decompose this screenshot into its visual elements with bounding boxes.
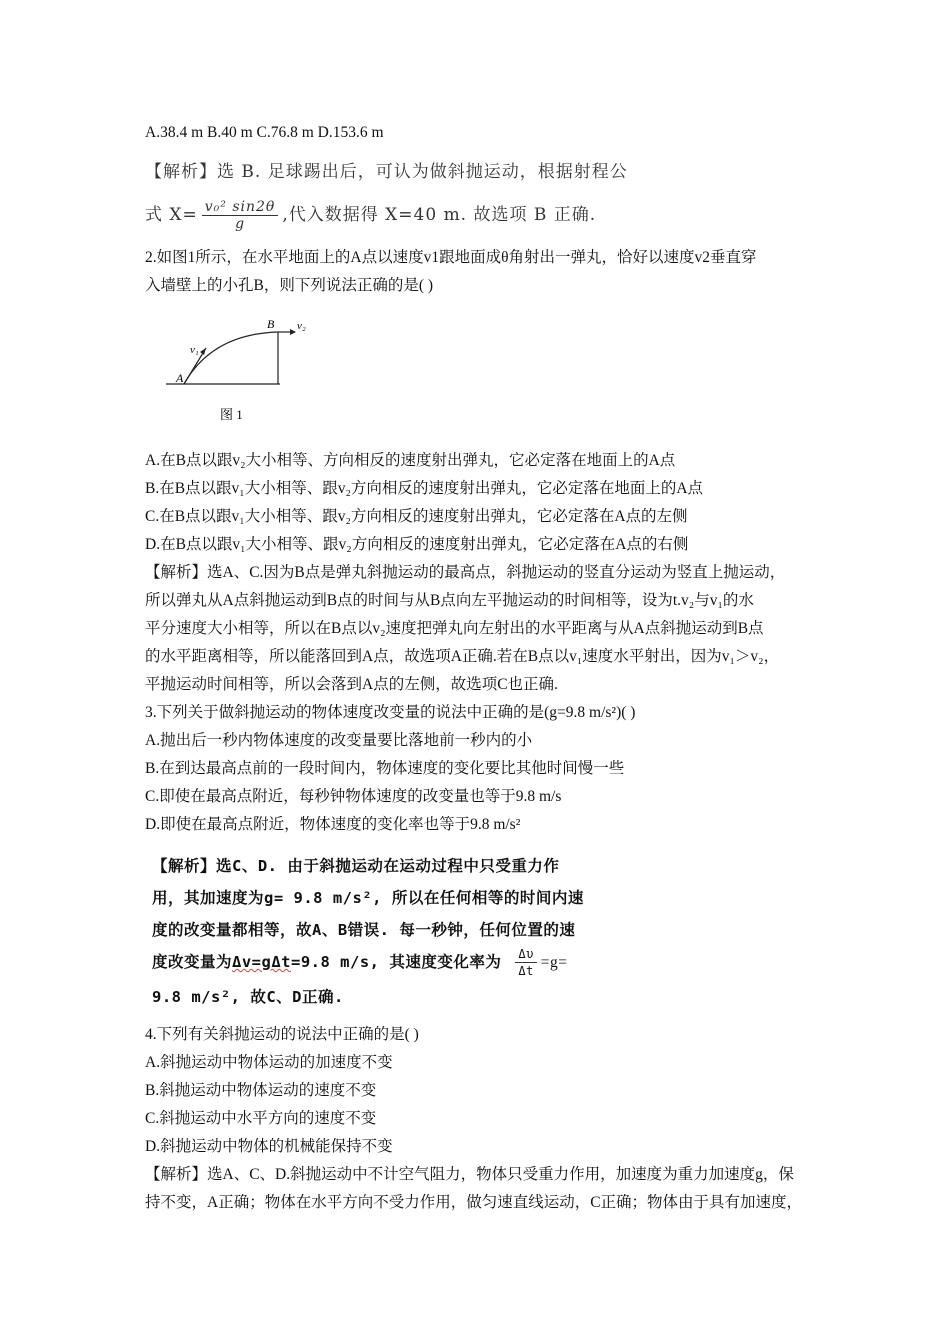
q2-analysis-line4: 的水平距离相等，所以能落回到A点，故选项A正确.若在B点以v₁速度水平射出，因为v₁＞v₂， [145, 648, 780, 665]
q3-analysis-line5: 9.8 m/s², 故C、D正确. [152, 988, 344, 1006]
line4-prefix: 度改变量为 [152, 953, 233, 971]
formula-numerator: v₀² sin2θ [202, 199, 279, 216]
q2-option-b: B.在B点以跟v₁大小相等、跟v₂方向相反的速度射出弹丸，它必定落在地面上的A点 [145, 480, 704, 497]
q3-analysis-line1: 【解析】选C、D. 由于斜抛运动在运动过程中只受重力作 [152, 857, 560, 875]
q3-option-d: D.即使在最高点附近，物体速度的变化率也等于9.8 m/s² [145, 816, 521, 833]
label-v1: v₁ [190, 344, 199, 356]
q2-option-d: D.在B点以跟v₁大小相等、跟v₂方向相反的速度射出弹丸，它必定落在A点的右侧 [145, 536, 689, 553]
q2-stem-line1: 2.如图1所示，在水平地面上的A点以速度v1跟地面成θ角射出一弹丸，恰好以速度v2垂直穿 [145, 249, 757, 266]
rate-denominator: Δt [518, 964, 534, 978]
delta-v-formula: Δv=gΔt [232, 953, 292, 971]
q1-analysis-line2 [145, 198, 596, 232]
q4-option-b: B.斜抛运动中物体运动的速度不变 [145, 1082, 377, 1099]
rate-fraction [515, 946, 536, 979]
line4-middle: =9.8 m/s, 其速度变化率为 [291, 953, 502, 971]
trajectory-curve [184, 332, 278, 384]
q1-options: A.38.4 m B.40 m C.76.8 m D.153.6 m [145, 124, 384, 141]
q3-analysis-line2: 用，其加速度为g= 9.8 m/s², 所以在任何相等的时间内速 [152, 889, 584, 907]
q4-analysis-line2: 持不变，A正确；物体在水平方向不受力作用，做匀速直线运动，C正确；物体由于具有加速度， [145, 1194, 803, 1211]
q3-option-c: C.即使在最高点附近，每秒钟物体速度的改变量也等于9.8 m/s [145, 788, 562, 805]
q2-stem-line2: 入墙壁上的小孔B，则下列说法正确的是( ) [145, 277, 434, 294]
range-formula-fraction [202, 199, 279, 232]
q2-option-c: C.在B点以跟v₁大小相等、跟v₂方向相反的速度射出弹丸，它必定落在A点的左侧 [145, 508, 688, 525]
q3-stem: 3.下列关于做斜抛运动的物体速度改变量的说法中正确的是(g=9.8 m/s²)( ) [145, 704, 636, 721]
figure-caption: 图 1 [220, 407, 243, 422]
rate-numerator: Δυ [515, 946, 536, 963]
label-B: B [267, 317, 275, 331]
formula-suffix: ,代入数据得 X=40 m. 故选项 B 正确. [282, 205, 597, 225]
q3-analysis-line3: 度的改变量都相等，故A、B错误. 每一秒钟，任何位置的速 [152, 921, 576, 939]
q2-option-a: A.在B点以跟v₂大小相等、方向相反的速度射出弹丸，它必定落在地面上的A点 [145, 452, 676, 469]
q2-analysis-line5: 平抛运动时间相等，所以会落到A点的左侧，故选项C也正确. [145, 676, 558, 693]
formula-prefix: 式 X= [145, 205, 198, 225]
label-v2: v₂ [297, 320, 306, 332]
v1-arrowhead [200, 348, 206, 355]
formula-denominator: g [235, 216, 246, 232]
line4-tail: =g= [540, 954, 568, 971]
q2-analysis-line3: 平分速度大小相等，所以在B点以v₂速度把弹丸向左射出的水平距离与从A点斜抛运动到B点 [145, 620, 764, 637]
q3-option-b: B.在到达最高点前的一段时间内，物体速度的变化要比其他时间慢一些 [145, 760, 625, 777]
q3-analysis-line4 [152, 942, 568, 983]
q4-option-d: D.斜抛运动中物体的机械能保持不变 [145, 1138, 393, 1155]
q4-analysis-line1: 【解析】选A、C、D.斜抛运动中不计空气阻力，物体只受重力作用，加速度为重力加速度g，保 [145, 1166, 794, 1183]
q2-analysis-line1: 【解析】选A、C.因为B点是弹丸斜抛运动的最高点，斜抛运动的竖直分运动为竖直上抛运动， [145, 564, 786, 581]
figure-1-diagram [160, 312, 330, 432]
q3-option-a: A.抛出后一秒内物体速度的改变量要比落地前一秒内的小 [145, 732, 533, 749]
q4-option-c: C.斜抛运动中水平方向的速度不变 [145, 1110, 377, 1127]
v2-arrowhead [290, 329, 296, 335]
q2-analysis-line2: 所以弹丸从A点斜抛运动到B点的时间与从B点向左平抛运动的时间相等，设为t.v₂与v₁的水 [145, 592, 754, 609]
q4-option-a: A.斜抛运动中物体运动的加速度不变 [145, 1054, 393, 1071]
label-A: A [176, 371, 184, 385]
q1-analysis-line1: 【解析】选 B. 足球踢出后，可认为做斜抛运动，根据射程公 [145, 162, 628, 182]
q4-stem: 4.下列有关斜抛运动的说法中正确的是( ) [145, 1026, 419, 1043]
